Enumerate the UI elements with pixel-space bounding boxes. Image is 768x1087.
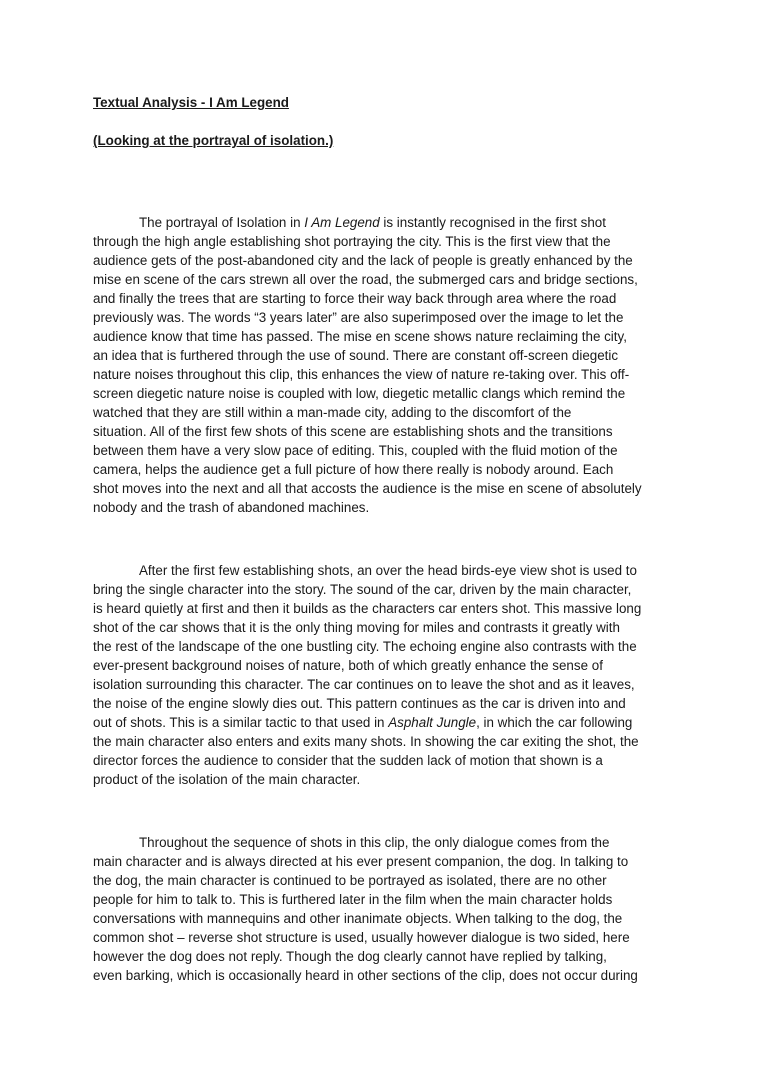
text-line	[93, 498, 683, 517]
text-segment: an idea that is furthered through the use of sound. There are constant off-screen diegetic	[93, 348, 619, 363]
text-segment: the main character also enters and exits many shots. In showing the car exiting the shot, the	[93, 734, 639, 749]
text-line	[93, 675, 683, 694]
text-segment: audience know that time has passed. The mise en scene shows nature reclaiming the city,	[93, 329, 627, 344]
text-segment: main character and is always directed at his ever present companion, the dog. In talking to	[93, 854, 629, 869]
text-segment: The portrayal of Isolation in	[139, 215, 305, 230]
text-segment: previously was. The words “3 years later” are also superimposed over the image to let the	[93, 310, 624, 325]
text-segment: director forces the audience to consider that the sudden lack of motion that shown is a	[93, 753, 603, 768]
text-segment: camera, helps the audience get a full picture of how there really is nobody around. Each	[93, 462, 614, 477]
text-line	[93, 871, 683, 890]
text-line	[93, 637, 683, 656]
text-line	[93, 327, 683, 346]
text-line	[93, 561, 683, 580]
text-segment: between them have a very slow pace of editing. This, coupled with the fluid motion of the	[93, 443, 618, 458]
text-line	[93, 852, 683, 871]
text-segment: situation. All of the first few shots of this scene are establishing shots and the transitions	[93, 424, 613, 439]
text-segment: conversations with mannequins and other inanimate objects. When talking to the dog, the	[93, 911, 623, 926]
text-line	[93, 713, 683, 732]
text-segment: however the dog does not reply. Though the dog clearly cannot have replied by talking,	[93, 949, 607, 964]
text-segment: the dog, the main character is continued to be portrayed as isolated, there are no other	[93, 873, 607, 888]
text-line	[93, 308, 683, 327]
text-line	[93, 966, 683, 985]
text-line	[93, 890, 683, 909]
text-line	[93, 346, 683, 365]
text-line	[93, 479, 683, 498]
text-line	[93, 289, 683, 308]
text-line	[93, 403, 683, 422]
text-segment: is instantly recognised in the first shot	[379, 215, 606, 230]
text-segment: is heard quietly at first and then it builds as the characters car enters shot. This massive long	[93, 601, 642, 616]
text-segment: even barking, which is occasionally heard in other sections of the clip, does not occur during	[93, 968, 638, 983]
paragraph-2	[93, 561, 683, 789]
text-line	[93, 909, 683, 928]
text-segment: audience gets of the post-abandoned city and the lack of people is greatly enhanced by the	[93, 253, 633, 268]
text-segment: Throughout the sequence of shots in this clip, the only dialogue comes from the	[139, 835, 610, 850]
text-segment: the noise of the engine slowly dies out. This pattern continues as the car is driven into and	[93, 696, 626, 711]
text-segment: the rest of the landscape of the one bustling city. The echoing engine also contrasts with the	[93, 639, 637, 654]
text-segment: After the first few establishing shots, an over the head birds-eye view shot is used to	[139, 563, 637, 578]
text-line	[93, 270, 683, 289]
italic-title: I Am Legend	[304, 215, 380, 230]
text-line	[93, 751, 683, 770]
text-segment: through the high angle establishing shot portraying the city. This is the first view that the	[93, 234, 611, 249]
text-segment: nature noises throughout this clip, this enhances the view of nature re-taking over. This off-	[93, 367, 630, 382]
text-line	[93, 694, 683, 713]
text-segment: nobody and the trash of abandoned machines.	[93, 500, 370, 515]
text-segment: shot of the car shows that it is the only thing moving for miles and contrasts it greatly with	[93, 620, 620, 635]
text-line	[93, 947, 683, 966]
text-line	[93, 833, 683, 852]
text-segment: product of the isolation of the main character.	[93, 772, 361, 787]
paragraph-1	[93, 213, 683, 517]
text-line	[93, 599, 683, 618]
text-line	[93, 732, 683, 751]
text-segment: screen diegetic nature noise is coupled with low, diegetic metallic clangs which remind the	[93, 386, 626, 401]
text-segment: isolation surrounding this character. The car continues on to leave the shot and as it leaves,	[93, 677, 635, 692]
text-line	[93, 656, 683, 675]
text-segment: people for him to talk to. This is furthered later in the film when the main character holds	[93, 892, 613, 907]
text-line	[93, 770, 683, 789]
text-line	[93, 441, 683, 460]
text-line	[93, 928, 683, 947]
text-line	[93, 460, 683, 479]
text-segment: ever-present background noises of nature, both of which greatly enhance the sense of	[93, 658, 603, 673]
text-line	[93, 365, 683, 384]
text-segment: bring the single character into the story. The sound of the car, driven by the main character,	[93, 582, 632, 597]
italic-title: Asphalt Jungle	[388, 715, 477, 730]
text-segment: out of shots. This is a similar tactic to that used in	[93, 715, 389, 730]
text-segment: , in which the car following	[476, 715, 633, 730]
text-line	[93, 251, 683, 270]
paragraph-3	[93, 833, 683, 985]
text-segment: watched that they are still within a man-made city, adding to the discomfort of the	[93, 405, 572, 420]
text-line	[93, 213, 683, 232]
text-line	[93, 580, 683, 599]
text-segment: mise en scene of the cars strewn all over the road, the submerged cars and bridge sections,	[93, 272, 638, 287]
text-segment: shot moves into the next and all that accosts the audience is the mise en scene of absolutely	[93, 481, 642, 496]
text-line	[93, 618, 683, 637]
text-segment: common shot – reverse shot structure is used, usually however dialogue is two sided, here	[93, 930, 630, 945]
text-line	[93, 232, 683, 251]
text-segment: and finally the trees that are starting to force their way back through area where the road	[93, 291, 617, 306]
document-subtitle: (Looking at the portrayal of isolation.)	[93, 133, 334, 148]
document-title: Textual Analysis - I Am Legend	[93, 95, 289, 110]
text-line	[93, 422, 683, 441]
text-line	[93, 384, 683, 403]
